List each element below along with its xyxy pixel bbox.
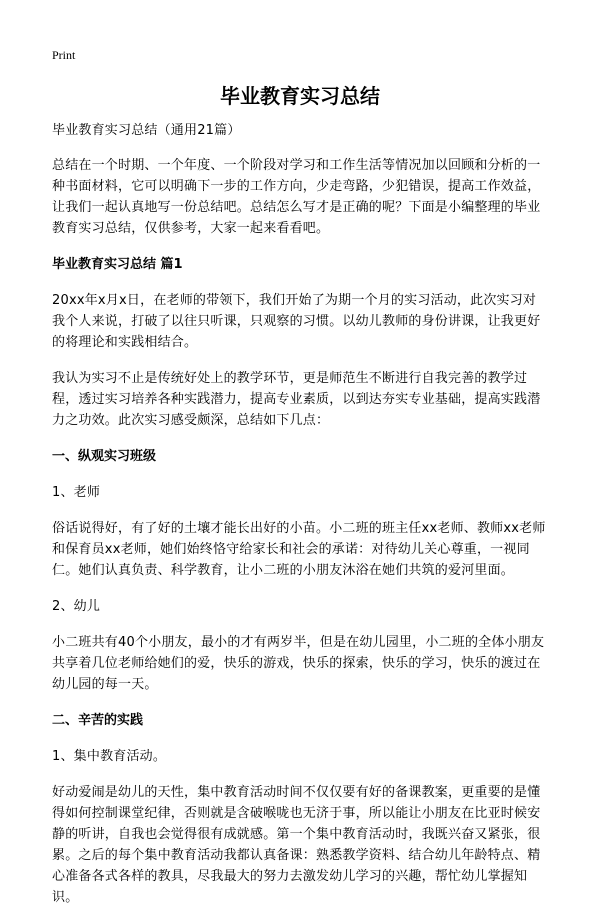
item-3-text: 好动爱闹是幼儿的天性，集中教育活动时间不仅仅要有好的备课教案，更重要的是懂得如何控制课堂纪律，否则就是含破喉咙也无济于事，所以能让小朋友在比亚时候安静的听讲，自我也会觉得很有成就感。第一个集中教育活动时，我既兴奋又紧张，很累。之后的每个集中教育活动我都认真备课：熟悉教学资料、结合幼儿年龄特点、精心准备各式各样的教具，尽我最大的努力去激发幼儿学习的兴趣，帮忙幼儿掌握知识。 <box>52 785 541 905</box>
paragraph-1: 20xx年x月x日，在老师的带领下，我们开始了为期一个月的实习活动，此次实习对我个人来说，打破了以往只听课，只观察的习惯。以幼儿教师的身份讲课，让我更好的将理论和实践相结合。 <box>52 293 541 350</box>
article-body <box>52 120 548 923</box>
article-heading: 毕业教育实习总结 篇1 <box>52 257 183 272</box>
item-1-text: 俗话说得好，有了好的土壤才能长出好的小苗。小二班的班主任xx老师、教师xx老师和保育员xx老师，她们始终恪守给家长和社会的承诺：对待幼儿关心尊重，一视同仁。她们认真负责、科学教育，让小二班的小朋友沐浴在她们共筑的爱河里面。 <box>52 521 546 578</box>
item-2-label: 2、幼儿 <box>52 599 101 614</box>
intro-paragraph: 总结在一个时期、一个年度、一个阶段对学习和工作生活等情况加以回顾和分析的一种书面材料，它可以明确下一步的工作方向，少走弯路，少犯错误，提高工作效益，让我们一起认真地写一份总结吧。总结怎么写才是正确的呢？下面是小编整理的毕业教育实习总结，仅供参考，大家一起来看看吧。 <box>52 158 541 236</box>
item-2-text: 小二班共有40个小朋友，最小的才有两岁半，但是在幼儿园里，小二班的全体小朋友共享着几位老师给她们的爱，快乐的游戏，快乐的探索，快乐的学习，快乐的渡过在幼儿园的每一天。 <box>52 635 545 692</box>
article-subtitle: 毕业教育实习总结（通用21篇） <box>52 123 241 138</box>
section-2-heading: 二、辛苦的实践 <box>52 713 144 728</box>
item-1-label: 1、老师 <box>52 485 101 500</box>
section-1-heading: 一、纵观实习班级 <box>52 449 157 464</box>
item-3-label: 1、集中教育活动。 <box>52 749 167 764</box>
page-title: 毕业教育实习总结 <box>220 84 380 108</box>
print-link[interactable]: Print <box>52 48 76 62</box>
paragraph-2: 我认为实习不止是传统好处上的教学环节，更是师范生不断进行自我完善的教学过程，透过实习培养各种实践潜力，提高专业素质，以到达夯实专业基础，提高实践潜力之功效。此次实习感受颇深，总结如下几点： <box>52 371 541 428</box>
